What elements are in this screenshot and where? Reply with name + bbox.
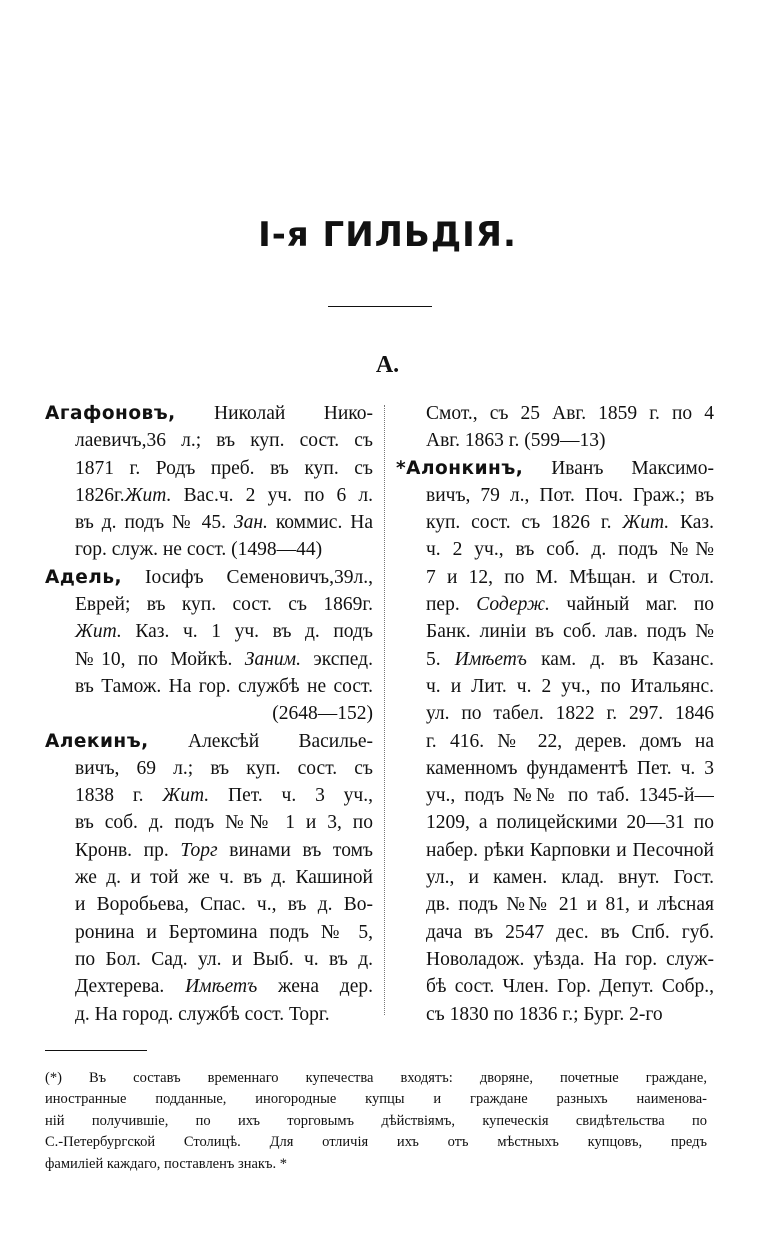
entry-italic: Жит. [124, 484, 172, 506]
text-line [396, 782, 714, 809]
entry-text: экспед. [300, 648, 373, 670]
entry-text: Каз. ч. 1 уч. въ д. подъ [121, 621, 373, 643]
text-line [396, 973, 714, 1000]
text-line [45, 509, 373, 536]
entry-italic: Жит. [75, 621, 122, 643]
text-line [396, 509, 714, 536]
column-divider [384, 405, 385, 1015]
text-line [45, 728, 373, 755]
entry-text: вичъ, 69 л.; въ куп. сост. съ [75, 757, 373, 779]
text-line [45, 700, 373, 727]
entry-text: 1871 г. Родъ преб. въ куп. съ [75, 457, 373, 479]
footnote-line: фамилiей каждаго, поставленъ знакъ. * [45, 1155, 287, 1172]
footnote [45, 1068, 707, 1175]
entry-text: коммис. На [267, 512, 373, 534]
text-line [45, 755, 373, 782]
text-line [396, 646, 714, 673]
footnote-line: С.-Петербургской Столицѣ. Для отличiя ихъ отъ мѣстныхъ купцовъ, предъ [45, 1134, 707, 1151]
footnote-line: нiй получившiе, по ихъ торговымъ дѣйствiямъ, купеческiя свидѣтельства по [45, 1112, 707, 1129]
entry-text: ул., и камен. клад. внут. Гост. [426, 867, 714, 889]
entry-text: ронина и Бертомина подъ № 5, [75, 921, 373, 943]
entry-italic: Зан. [233, 512, 268, 534]
entry-text: Кронв. пр. [75, 839, 181, 861]
text-line [45, 618, 373, 645]
entry-text: 5. [426, 648, 455, 670]
text-line [45, 809, 373, 836]
entry-italic: Имѣетъ [454, 648, 527, 670]
text-line [45, 400, 373, 427]
entry-text: Николай Нико- [175, 403, 373, 424]
entry-text: пер. [426, 594, 477, 616]
entry-text: каменномъ фундаментѣ Пет. ч. 3 [426, 757, 714, 779]
entry-text: чайный маг. по [549, 594, 714, 616]
section-letter: А. [375, 352, 400, 378]
text-line [396, 837, 714, 864]
entry-text: дв. подъ №№ 21 и 81, и лѣсная [426, 894, 714, 916]
entry-surname: *Алонкинъ, [396, 457, 524, 479]
text-line [396, 919, 714, 946]
entry-text: по Бол. Сад. ул. и Выб. ч. въ д. [75, 948, 373, 970]
text-line [45, 646, 373, 673]
entry-text: жена дер. [257, 976, 373, 998]
entry-text: съ 1830 по 1836 г.; Бург. 2-го [426, 1003, 663, 1025]
text-line [45, 837, 373, 864]
text-line [396, 1001, 714, 1028]
text-line [45, 919, 373, 946]
text-line [45, 946, 373, 973]
heading-rule [328, 306, 432, 307]
text-line [396, 864, 714, 891]
text-line [396, 455, 714, 482]
text-line [45, 891, 373, 918]
text-line [396, 427, 714, 454]
text-line [396, 564, 714, 591]
entry-text: Банк. линiи въ соб. лав. подъ № [426, 621, 714, 643]
text-line [45, 1001, 373, 1028]
text-line [45, 482, 373, 509]
entry-text: д. На город. службѣ сост. Торг. [75, 1003, 330, 1025]
text-line [45, 536, 373, 563]
text-line [45, 564, 373, 591]
entry-surname: Агафоновъ, [45, 403, 176, 424]
entry-italic: Жит. [622, 512, 670, 534]
left-column [45, 400, 373, 1028]
entry-text: Каз. [669, 512, 714, 534]
entry-italic: Торг [180, 839, 218, 861]
entry-surname: Адель, [45, 566, 123, 588]
entry-text: въ д. подъ № 45. [75, 512, 234, 534]
text-line [45, 591, 373, 618]
entry-text: Дехтерева. [75, 976, 186, 998]
text-line [396, 591, 714, 618]
entry-text: винами въ томъ [217, 839, 373, 861]
text-line [396, 728, 714, 755]
text-line [396, 482, 714, 509]
entry-text: ч. и Лит. ч. 2 уч., по Итальянс. [426, 675, 714, 697]
entry-text: Пет. ч. 3 уч., [209, 785, 373, 807]
footnote-rule [45, 1050, 147, 1051]
text-line [396, 400, 714, 427]
entry-text: вичъ, 79 л., Пот. Поч. Граж.; въ [426, 484, 714, 506]
footnote-line: (*) Въ составъ временнаго купечества входятъ: дворяне, почетные граждане, [45, 1070, 707, 1086]
entry-text: 1209, а полицейскими 20—31 по [426, 812, 714, 834]
entry-text: (2648—152) [272, 703, 373, 725]
entry-text: бѣ сост. Член. Гор. Депут. Собр., [426, 976, 714, 998]
entry-text: 7 и 12, по М. Мѣщан. и Стол. [426, 566, 714, 588]
entry-text: №10, по Мойкѣ. [75, 648, 245, 670]
text-line [396, 891, 714, 918]
entry-text: и Воробьева, Спас. ч., въ д. Во- [75, 894, 373, 916]
text-line [45, 782, 373, 809]
text-line [396, 673, 714, 700]
text-line [396, 700, 714, 727]
text-line [396, 755, 714, 782]
text-line [396, 809, 714, 836]
entry-text: г. 416. № 22, дерев. домъ на [426, 730, 714, 752]
entry-text: куп. сост. съ 1826 г. [426, 512, 623, 534]
entry-text: Iосифъ Семеновичъ,39л., [122, 566, 373, 588]
entry-text: лаевичъ,36 л.; въ куп. сост. съ [75, 430, 373, 452]
entry-text: Авг. 1863 г. (599—13) [426, 430, 606, 452]
entry-text: же д. и той же ч. въ д. Кашиной [75, 867, 373, 889]
entry-text: 1838 г. [75, 785, 163, 807]
text-line [45, 864, 373, 891]
entry-text: Алексѣй Василье- [148, 730, 373, 752]
entry-text: дача въ 2547 дес. въ Спб. губ. [426, 921, 714, 943]
entry-text: въ Тамож. На гор. службѣ не сост. [75, 675, 373, 697]
text-line [45, 455, 373, 482]
entry-text: Иванъ Максимо- [523, 457, 714, 479]
entry-text: въ соб. д. подъ №№ 1 и 3, по [75, 812, 373, 834]
text-line [45, 973, 373, 1000]
entry-text: Новоладож. уѣзда. На гор. служ- [426, 948, 714, 970]
entry-italic: Жит. [162, 785, 210, 807]
entry-italic: Имѣетъ [185, 976, 258, 998]
entry-text: ч. 2 уч., въ соб. д. подъ №№ [426, 539, 714, 561]
entry-italic: Содерж. [476, 594, 550, 616]
entry-text: Вас.ч. 2 уч. по 6 л. [171, 484, 373, 506]
entry-text: набер. рѣки Карповки и Песочной [426, 839, 714, 861]
text-line [45, 427, 373, 454]
entry-text: ул. по табел. 1822 г. 297. 1846 [426, 703, 714, 725]
text-line [396, 946, 714, 973]
entry-text: 1826г. [75, 484, 125, 506]
right-column [396, 400, 714, 1028]
entry-surname: Алекинъ, [45, 730, 149, 752]
entry-text: Еврей; въ куп. сост. съ 1869г. [75, 594, 373, 616]
footnote-line: иностранные подданные, иногородные купцы и граждане разныхъ наименова- [45, 1091, 707, 1108]
text-line [45, 673, 373, 700]
text-line [396, 618, 714, 645]
entry-text: кам. д. въ Казанс. [526, 648, 714, 670]
entry-text: уч., подъ №№ по таб. 1345-й— [426, 785, 714, 807]
text-line [396, 536, 714, 563]
page-heading: I-я ГИЛЬДIЯ. [258, 215, 517, 255]
entry-text: Смот., съ 25 Авг. 1859 г. по 4 [426, 403, 714, 424]
entry-italic: Заним. [244, 648, 301, 670]
entry-text: гор. служ. не сост. (1498—44) [75, 539, 323, 561]
